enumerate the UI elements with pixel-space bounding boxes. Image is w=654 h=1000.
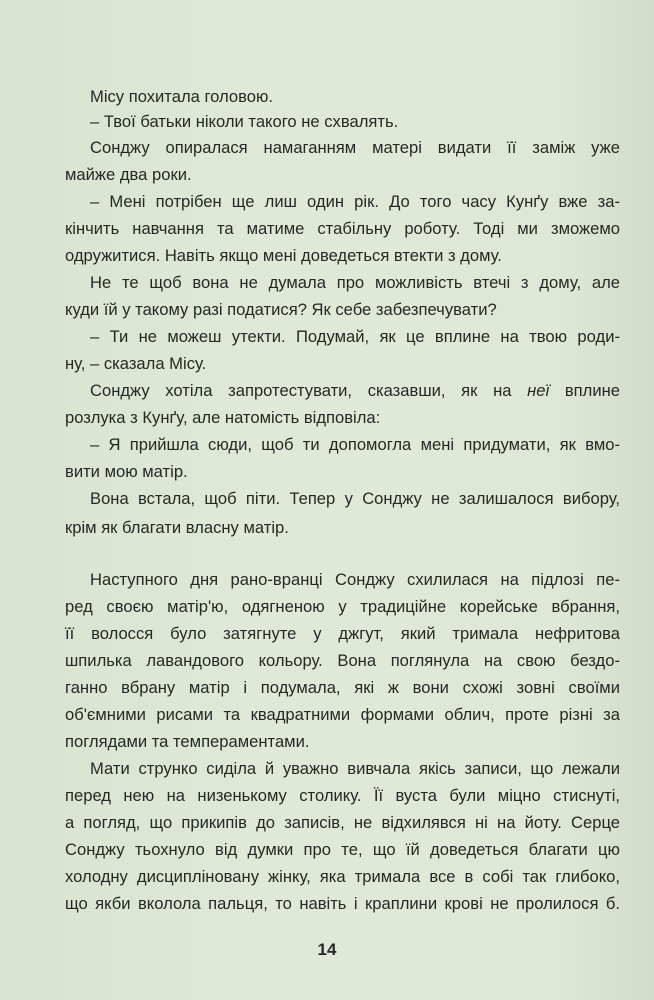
text-line	[90, 381, 620, 401]
text-line: кінчить навчання та матиме стабільну роботу. Тоді ми зможемо	[65, 219, 620, 238]
page-number: 14	[317, 940, 337, 959]
text-line: ганно вбрану матір і подумала, які ж вони схожі зовні своїми	[65, 678, 620, 697]
text-line: крім як благати власну матір.	[65, 518, 289, 537]
text-line: Сонджу опиралася намаганням матері видати її заміж уже	[90, 138, 620, 157]
text-line: що якби вколола пальця, то навіть і краплини крові не пролилося б.	[65, 894, 620, 913]
text-line: перед нею на низенькому столику. Її вуста були міцно стиснуті,	[65, 786, 620, 805]
text-line: холодну дисципліновану жінку, яка тримала все в собі так глибоко,	[65, 867, 620, 886]
text-line: – Твої батьки ніколи такого не схвалять.	[90, 112, 399, 131]
text-line: її волосся було затягнуте у джгут, який тримала нефритова	[65, 624, 620, 643]
text-line: ред своєю матір'ю, одягненою у традиційне корейське вбрання,	[65, 597, 620, 616]
text-line: куди їй у такому разі податися? Як себе забезпечувати?	[65, 300, 497, 319]
text-segment: вплине	[549, 381, 620, 400]
text-line: а погляд, що прикипів до записів, не відхилявся ні на йоту. Серце	[65, 813, 620, 832]
text-line: вити мою матір.	[65, 462, 188, 481]
text-line: Сонджу тьохнуло від думки про те, що їй доведеться благати цю	[65, 840, 620, 859]
text-line: – Мені потрібен ще лиш один рік. До того часу Кунґу вже за-	[90, 192, 620, 211]
text-line: Місу похитала головою.	[90, 87, 274, 106]
text-line: – Я прийшла сюди, щоб ти допомогла мені придумати, як вмо-	[90, 435, 620, 454]
text-line: поглядами та темпераментами.	[65, 732, 310, 751]
italic-word: неї	[527, 381, 550, 400]
text-line: шпилька лавандового кольору. Вона поглянула на свою бездо-	[65, 651, 620, 670]
text-line: Мати струнко сиділа й уважно вивчала якісь записи, що лежали	[90, 759, 620, 778]
text-line: Не те щоб вона не думала про можливість втечі з дому, але	[90, 273, 620, 292]
text-line: ну, – сказала Місу.	[65, 354, 207, 373]
text-line: одружитися. Навіть якщо мені доведеться втекти з дому.	[65, 246, 502, 265]
text-line: майже два роки.	[65, 165, 192, 184]
text-line: Вона встала, щоб піти. Тепер у Сонджу не залишалося вибору,	[90, 489, 620, 508]
text-line: об'ємними рисами та квадратними формами облич, проте різні за	[65, 705, 620, 724]
text-line: Наступного дня рано-вранці Сонджу схилилася на підлозі пе-	[90, 570, 620, 589]
text-line: розлука з Кунґу, але натомість відповіла:	[65, 408, 381, 427]
text-line: – Ти не можеш утекти. Подумай, як це вплине на твою роди-	[90, 327, 620, 346]
text-segment: Сонджу хотіла запротестувати, сказавши, як на	[90, 381, 528, 400]
